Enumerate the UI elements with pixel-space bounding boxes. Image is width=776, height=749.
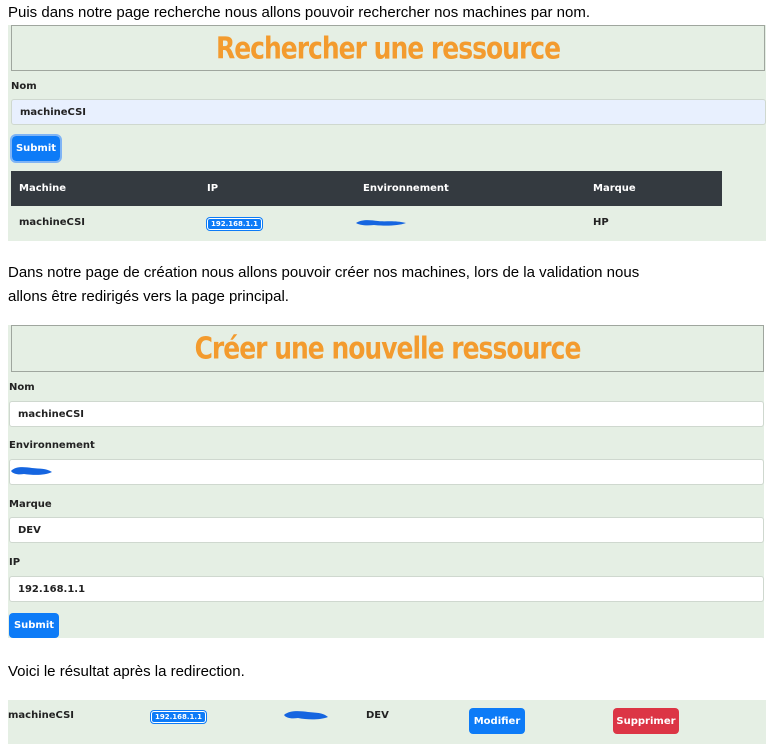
create-ip-label: IP — [9, 557, 21, 568]
redaction-mark — [282, 708, 330, 722]
create-ip-input[interactable] — [9, 576, 764, 602]
intro-create-text-2: allons être redirigés vers la page principal. — [8, 288, 289, 305]
redaction-mark — [354, 217, 410, 229]
create-nom-value: machineCSI — [18, 408, 84, 420]
result-env: DEV — [366, 710, 389, 721]
result-row-screenshot — [8, 700, 766, 744]
table-header-env: Environnement — [363, 183, 449, 194]
result-ip-badge: 192.168.1.1 — [151, 711, 206, 723]
search-submit-button[interactable]: Submit — [12, 136, 60, 161]
intro-search-text: Puis dans notre page recherche nous allons pouvoir rechercher nos machines par nom. — [8, 4, 590, 21]
row-ip-badge: 192.168.1.1 — [207, 218, 262, 230]
search-name-label: Nom — [11, 81, 37, 92]
create-submit-button[interactable]: Submit — [9, 613, 59, 638]
create-env-input[interactable] — [9, 459, 764, 485]
table-header-machine: Machine — [19, 183, 67, 194]
create-title-box — [11, 325, 764, 372]
create-nom-input[interactable] — [9, 401, 764, 427]
intro-result-text: Voici le résultat après la redirection. — [8, 663, 245, 680]
row-machine: machineCSI — [19, 217, 85, 228]
row-marque: HP — [593, 217, 609, 228]
search-name-input[interactable] — [11, 99, 766, 125]
search-page-title: Rechercher une ressource — [215, 30, 561, 66]
search-page-screenshot — [8, 25, 766, 241]
modifier-button[interactable]: Modifier — [469, 708, 525, 734]
create-marque-label: Marque — [9, 499, 52, 510]
intro-create-text-1: Dans notre page de création nous allons pouvoir créer nos machines, lors de la validation nous — [8, 264, 640, 281]
search-name-value: machineCSI — [20, 106, 86, 118]
table-header-marque: Marque — [593, 183, 636, 194]
redaction-mark — [10, 464, 54, 478]
create-page-screenshot — [8, 325, 764, 638]
create-page-title: Créer une nouvelle ressource — [194, 331, 581, 366]
create-ip-value: 192.168.1.1 — [18, 583, 86, 595]
create-env-label: Environnement — [9, 440, 95, 451]
supprimer-button[interactable]: Supprimer — [613, 708, 679, 734]
results-table-header — [11, 171, 722, 206]
result-machine: machineCSI — [8, 710, 74, 721]
create-marque-value: DEV — [18, 524, 41, 536]
search-title-box — [11, 25, 765, 71]
create-marque-input[interactable] — [9, 517, 764, 543]
table-header-ip: IP — [207, 183, 219, 194]
create-nom-label: Nom — [9, 382, 35, 393]
